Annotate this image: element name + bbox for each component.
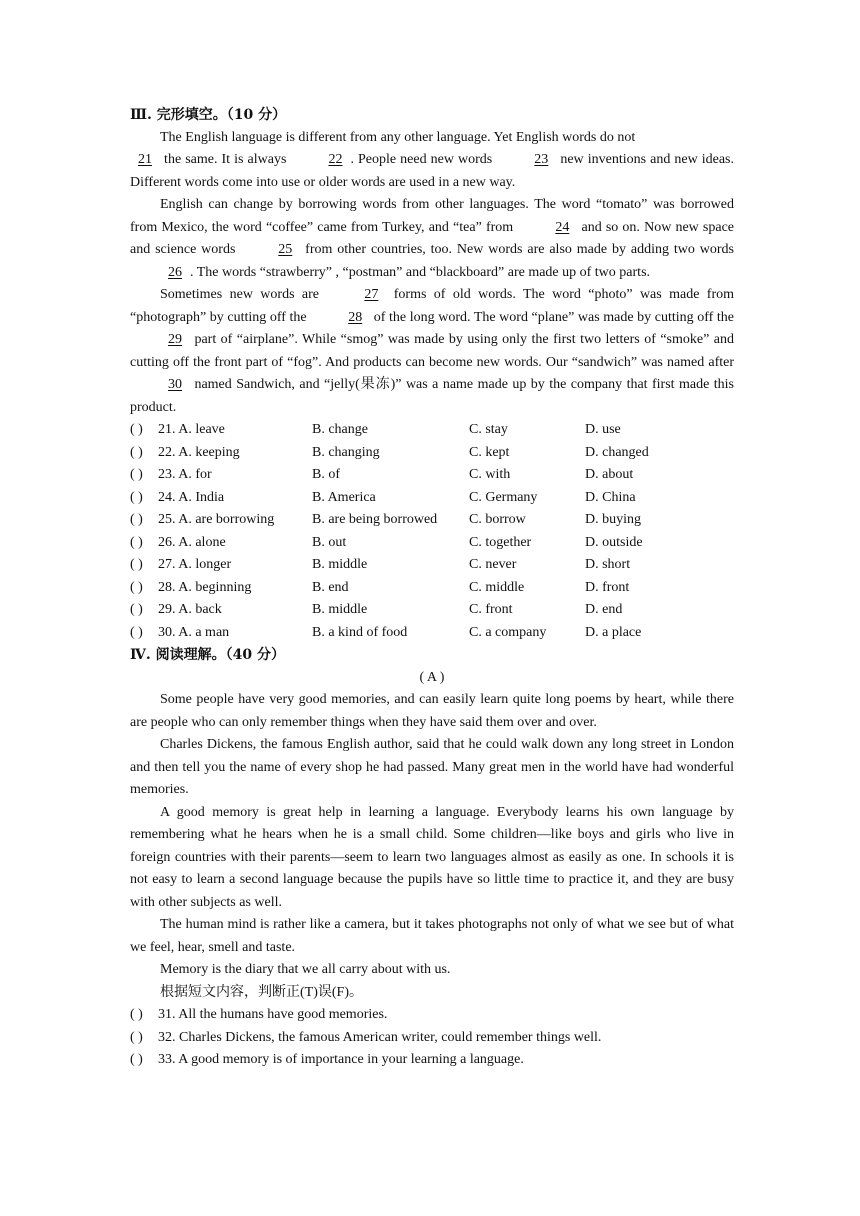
blank-24: 24 (555, 219, 570, 235)
reading-paragraph-3: A good memory is great help in learning a language. Everybody learns his own language by remembering what he hears when he is a small child. Some children—like boys and girls who live in foreign countries with their parents—seem to learn two languages almost as easily as one. In schools it is not easy to learn a second language because the pupils have so little time to practice it, and they are busy with other subjects as well. (130, 804, 734, 910)
blank-28: 28 (348, 309, 363, 325)
option-row-24: ( ) 24. A. India B. America C. Germany D. China (130, 487, 734, 510)
section-3-title: Ⅲ. 完形填空。（10 分） (130, 107, 287, 123)
passage-label: ( A ) (419, 669, 445, 685)
answer-bracket[interactable]: ( ) (130, 444, 143, 460)
option-row-21: ( ) 21. A. leave B. change C. stay D. use (130, 419, 734, 442)
cloze-options (130, 419, 734, 644)
section-4-title: Ⅳ. 阅读理解。（40 分） (130, 647, 285, 663)
answer-bracket[interactable]: ( ) (130, 1029, 143, 1045)
cloze-paragraph-3: Sometimes new words are 27 forms of old words. The word “photo” was made from “photograph” by cutting off the 28 of the long word. The word “plane” was made by cutting off the 29 part of “airplane”. While “smog” was made by using only the first two letters of “smoke” and cutting off the front part of “fog”. And products can become new words. Our “sandwich” was named after 30 named Sandwich, and “jelly(果冻)” was a name made up by the company that first made this product. (130, 284, 734, 419)
option-row-27: ( ) 27. A. longer B. middle C. never D. short (130, 554, 734, 577)
instruction-text: 根据短文内容，判断正(T)误(F)。 (160, 984, 363, 1000)
answer-bracket[interactable]: ( ) (130, 1052, 143, 1067)
option-row-26: ( ) 26. A. alone B. out C. together D. outside (130, 532, 734, 555)
blank-25: 25 (278, 242, 293, 257)
cloze-paragraph-1: The English language is different from any other language. Yet English words do not 21 the same. It is always 22 . People need new words 23 new inventions and new ideas. Different words come into use or older words are used in a new way. (130, 127, 734, 195)
reading-paragraph-4: The human mind is rather like a camera, but it takes photographs not only of what we see but of what we feel, hear, smell and taste. (130, 917, 734, 955)
blank-27: 27 (364, 287, 379, 302)
question-31: ( ) 31. All the humans have good memories. (130, 1004, 734, 1027)
question-33: ( ) 33. A good memory is of importance in your learning a language. (130, 1049, 734, 1072)
answer-bracket[interactable]: ( ) (130, 579, 143, 595)
answer-bracket[interactable]: ( ) (130, 467, 143, 482)
blank-22: 22 (328, 152, 343, 167)
answer-bracket[interactable]: ( ) (130, 624, 143, 640)
option-row-25: ( ) 25. A. are borrowing B. are being borrowed C. borrow D. buying (130, 509, 734, 532)
blank-29: 29 (168, 332, 182, 347)
answer-bracket[interactable]: ( ) (130, 489, 143, 505)
reading-paragraph-1: Some people have very good memories, and can easily learn quite long poems by heart, while there are people who can only remember things when they have said them over and over. (130, 692, 734, 730)
worksheet-page (130, 104, 734, 1072)
reading-paragraph-5: Memory is the diary that we all carry about with us. (160, 962, 451, 977)
answer-bracket[interactable]: ( ) (130, 602, 143, 617)
blank-23: 23 (534, 152, 549, 167)
option-row-23: ( ) 23. A. for B. of C. with D. about (130, 464, 734, 487)
question-32: ( ) 32. Charles Dickens, the famous American writer, could remember things well. (130, 1027, 734, 1050)
answer-bracket[interactable]: ( ) (130, 512, 143, 527)
answer-bracket[interactable]: ( ) (130, 557, 143, 572)
answer-bracket[interactable]: ( ) (130, 534, 143, 550)
answer-bracket[interactable]: ( ) (130, 1007, 143, 1022)
option-row-22: ( ) 22. A. keeping B. changing C. kept D. changed (130, 442, 734, 465)
option-row-28: ( ) 28. A. beginning B. end C. middle D. front (130, 577, 734, 600)
cloze-paragraph-2: English can change by borrowing words from other languages. The word “tomato” was borrowed from Mexico, the word “coffee” came from Turkey, and “tea” from 24 and so on. Now new space and science words 25 from other countries, too. New words are also made by adding two words 26 . The words “strawberry” , “postman” and “blackboard” are made up of two parts. (130, 194, 734, 284)
blank-26: 26 (168, 264, 182, 280)
reading-paragraph-2: Charles Dickens, the famous English author, said that he could walk down any long street in London and then tell you the name of every shop he had passed. Many great men in the world have had wonderful memories. (130, 737, 734, 797)
blank-30: 30 (168, 377, 182, 392)
answer-bracket[interactable]: ( ) (130, 422, 143, 437)
option-row-29: ( ) 29. A. back B. middle C. front D. end (130, 599, 734, 622)
option-row-30: ( ) 30. A. a man B. a kind of food C. a company D. a place (130, 622, 734, 645)
blank-21: 21 (138, 152, 152, 167)
